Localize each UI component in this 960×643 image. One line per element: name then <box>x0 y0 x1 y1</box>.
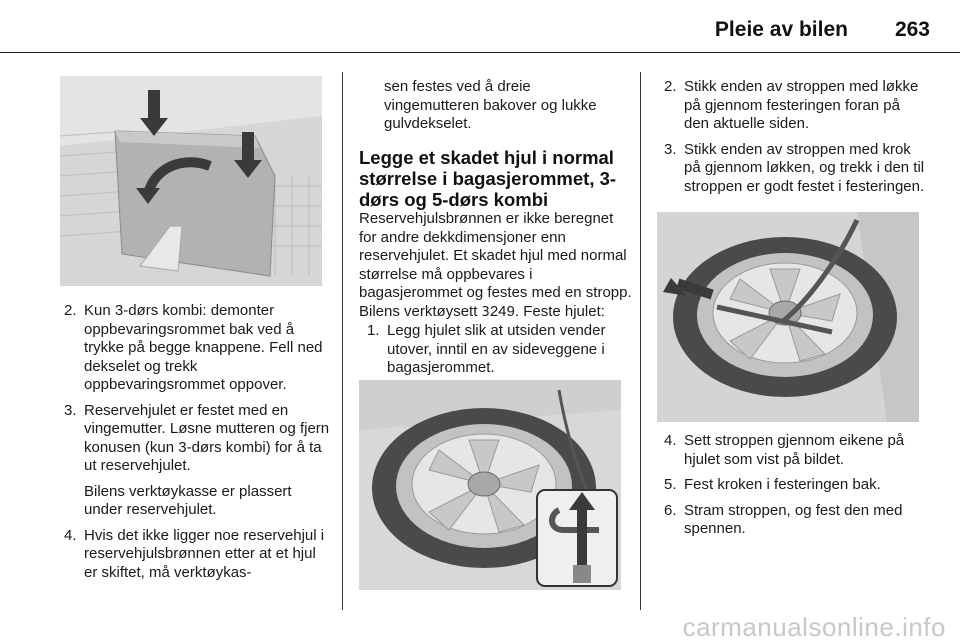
step-text: Legg hjulet slik at utsiden vender utover, inntil en av sideveggene i bagasjerommet. <box>387 322 606 376</box>
step-text: Reservehjulet er festet med en vingemutter. Løsne mutteren og fjern konusen (kun 3-dørs kombi) for å ta ut reservehjulet. <box>84 401 330 474</box>
storage-compartment-illustration <box>60 76 322 286</box>
step-number: 3. <box>664 140 677 158</box>
list-item <box>359 322 634 378</box>
body-text-tail: . Feste hjulet: <box>514 302 605 320</box>
list-item <box>60 302 330 395</box>
step-text: Kun 3-dørs kombi: demonter oppbevaringsrommet bak ved å trykke på begge knappene. Fell ned dekselet og trekk oppbevaringsrommet oppover. <box>84 302 323 393</box>
figure-wheel-placement <box>359 380 621 590</box>
body-text: Reservehjulsbrønnen er ikke beregnet for andre dekkdimensjoner enn reservehjulet. Et skadet hjul med normal størrelse må oppbevares i bagasjerommet og festes med en stropp. Bilens verktøysett <box>359 210 632 320</box>
step-number: 4. <box>64 526 77 544</box>
page-ref-link[interactable]: 249 <box>489 302 515 320</box>
instruction-list-col2 <box>359 322 634 385</box>
step-text: Sett stroppen gjennom eikene på hjulet som vist på bildet. <box>684 432 905 468</box>
step-number: 1. <box>367 322 380 339</box>
list-item <box>660 78 925 134</box>
figure-storage-compartment <box>60 76 322 286</box>
wheel-placement-illustration <box>359 380 621 590</box>
column-divider-1 <box>342 72 343 610</box>
step-number: 2. <box>664 78 677 95</box>
list-item <box>60 527 330 583</box>
section-heading: Legge et skadet hjul i normal størrelse i bagasjerommet, 3-dørs og 5-dørs kombi <box>359 147 617 210</box>
section-body <box>359 210 634 322</box>
instruction-list-col3-top <box>660 78 925 203</box>
watermark: carmanualsonline.info <box>682 612 946 642</box>
step-number: 5. <box>664 476 677 493</box>
page-number: 263 <box>894 18 930 41</box>
step-number: 4. <box>664 432 677 449</box>
step-text: Stikk enden av stroppen med løkke på gjennom festeringen foran på den aktuelle siden. <box>684 78 919 132</box>
step-text: Fest kroken i festeringen bak. <box>684 476 881 493</box>
instruction-list-col1 <box>60 302 330 589</box>
strap-fastening-illustration <box>657 212 919 422</box>
list-item <box>660 141 925 197</box>
page-ref-arrow-icon: 3 <box>481 304 490 320</box>
step-number: 2. <box>64 302 77 319</box>
step-number: 6. <box>664 501 677 519</box>
page-header-title: Pleie av bilen <box>714 18 848 41</box>
step-number: 3. <box>64 401 77 419</box>
step-text: Stikk enden av stroppen med krok på gjennom løkken, og trekk i den til stroppen er godt festet i festeringen. <box>684 140 925 195</box>
instruction-list-col3-bottom <box>660 432 925 546</box>
header-rule <box>0 52 960 53</box>
figure-strap-fastening <box>657 212 919 422</box>
continued-text: sen festes ved å dreie vingemutteren bakover og lukke gulvdekselet. <box>384 78 597 132</box>
list-item <box>660 432 925 469</box>
list-item <box>60 402 330 520</box>
step-text: Stram stroppen, og fest den med spennen. <box>684 501 903 537</box>
column-divider-2 <box>640 72 641 610</box>
step-text: Hvis det ikke ligger noe reservehjul i reservehjulsbrønnen etter at et hjul er skiftet, må verktøykas- <box>84 526 325 581</box>
list-item <box>660 476 925 495</box>
step-note: Bilens verktøykasse er plassert under reservehjulet. <box>84 482 292 518</box>
list-item <box>660 502 925 539</box>
